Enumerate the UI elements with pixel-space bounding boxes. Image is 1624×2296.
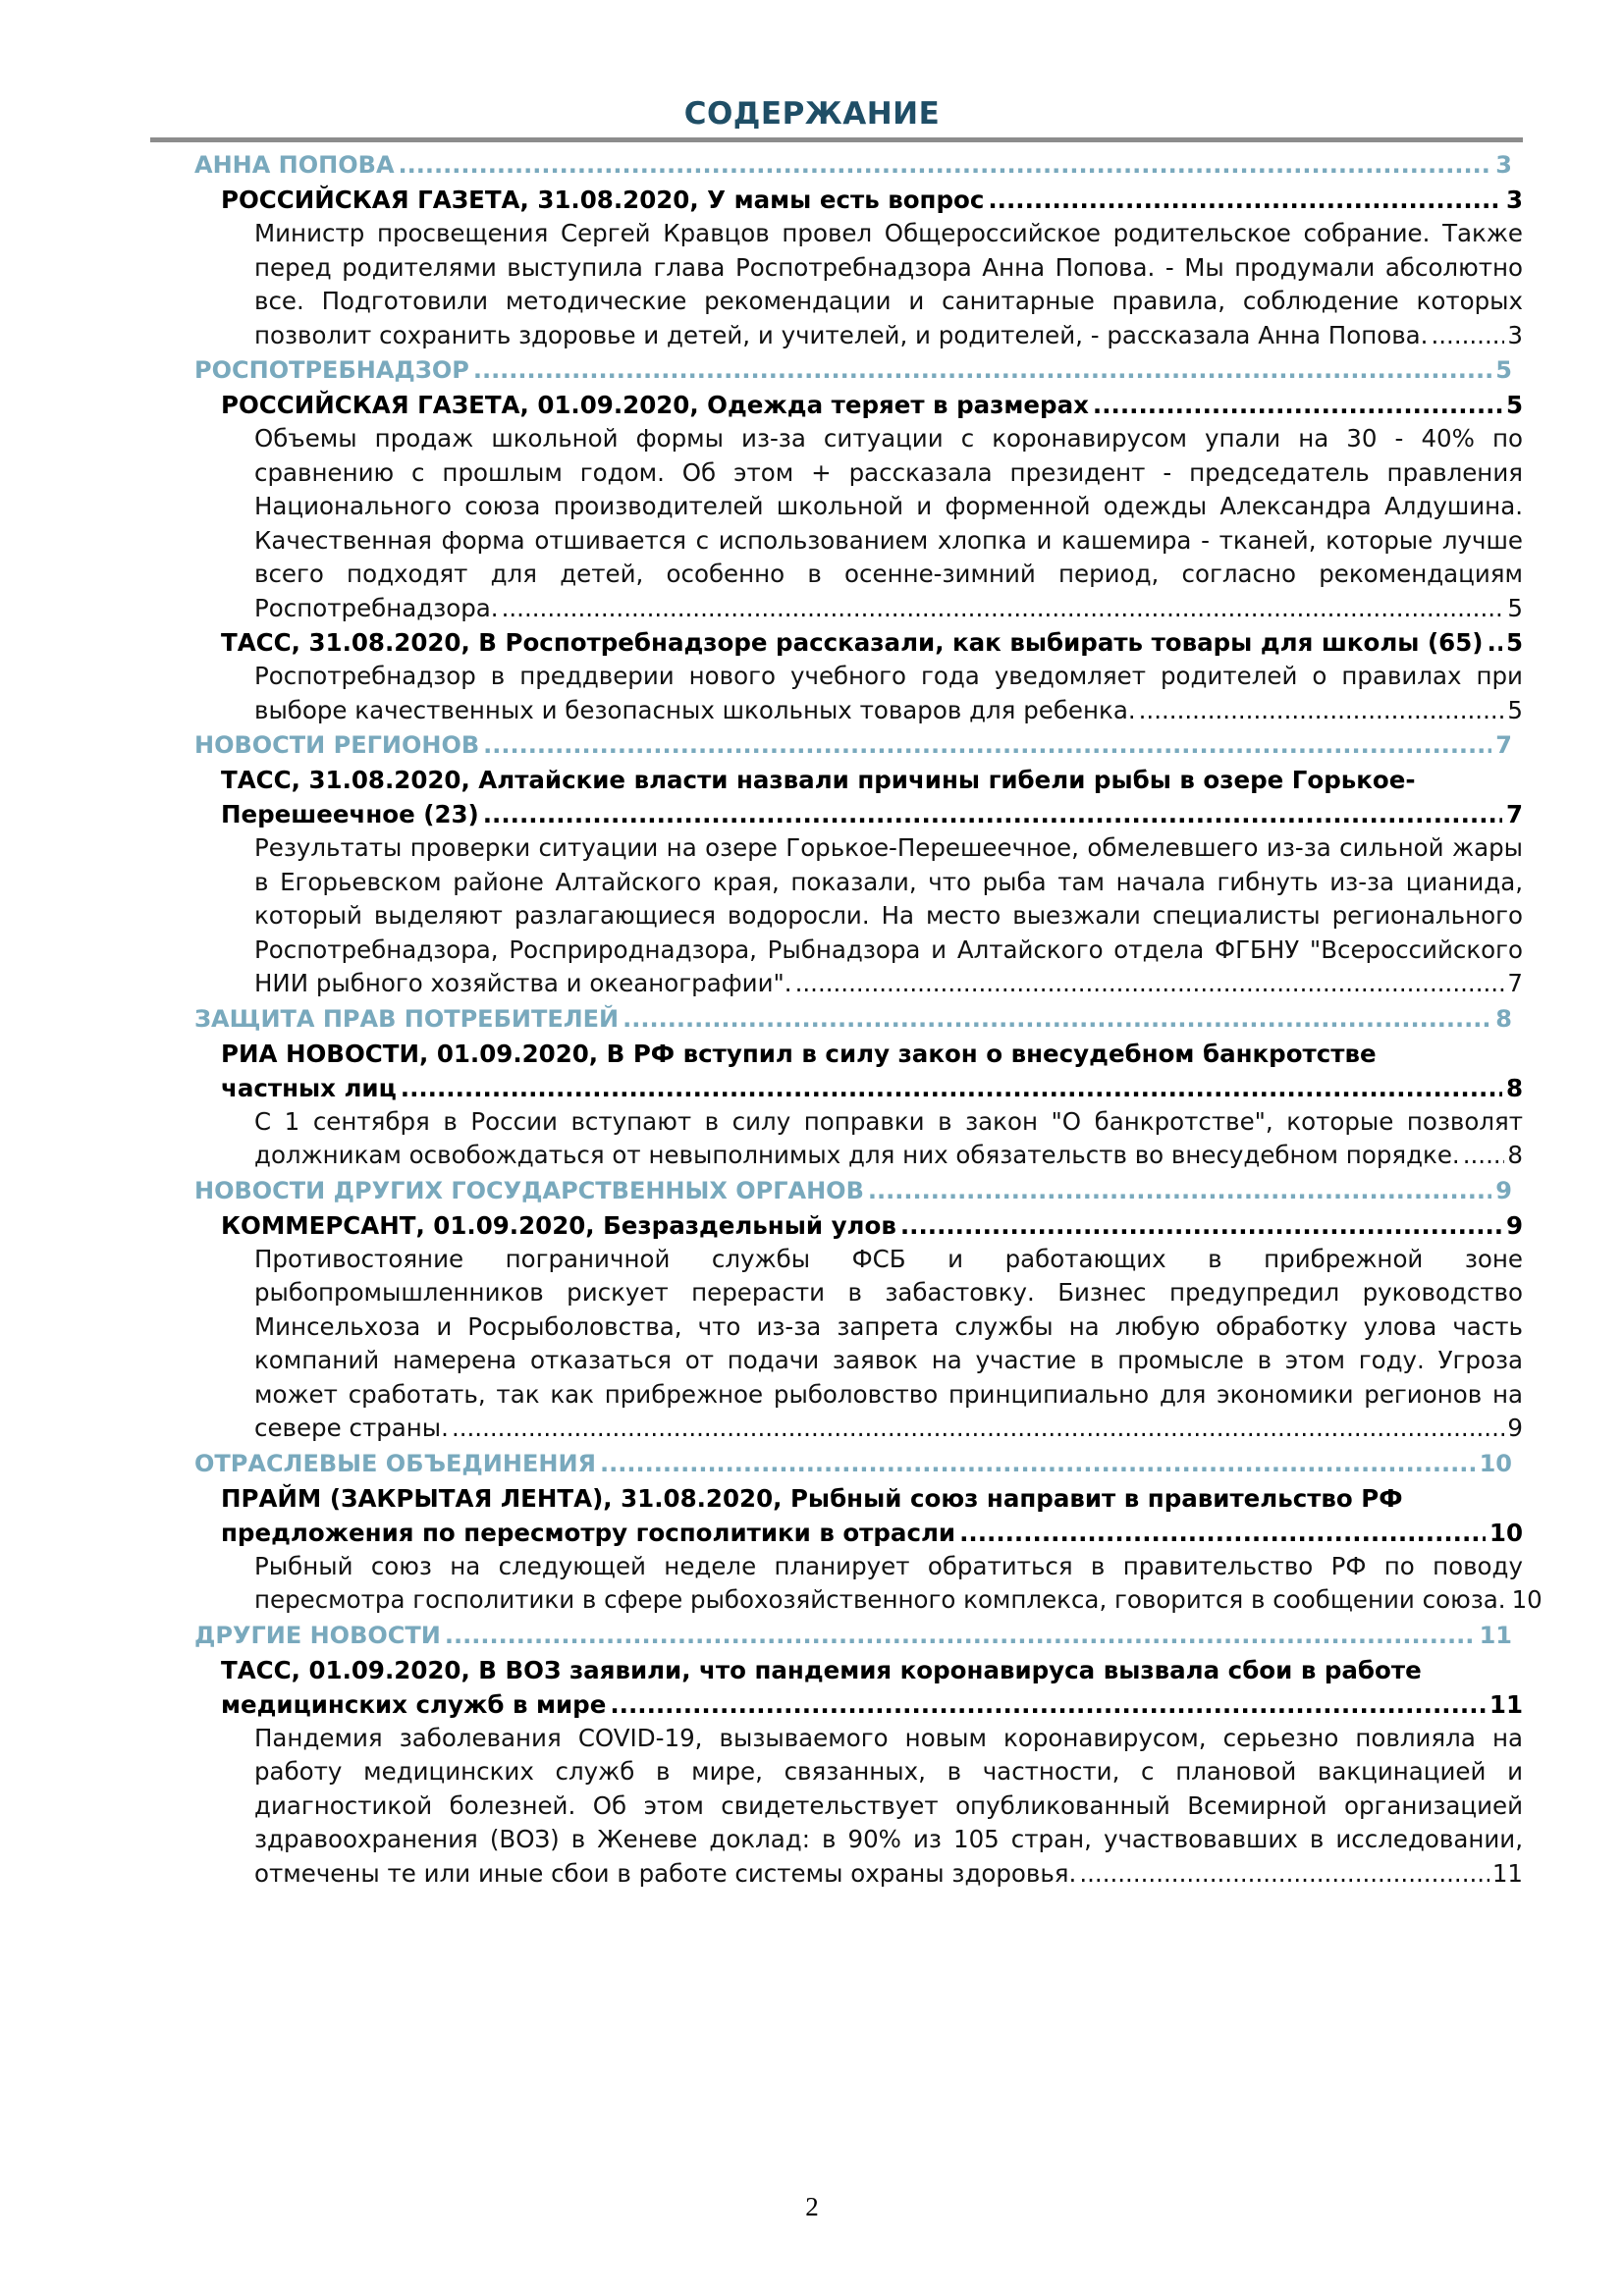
toc-article-entry[interactable]	[221, 1208, 1523, 1243]
dot-leader	[502, 592, 1505, 626]
summary-line: сравнению с прошлым годом. Об этом + рассказала президент - председатель правления	[254, 457, 1523, 487]
summary-line: Качественная форма отшивается с использованием хлопка и кашемира - тканей, которые лучше	[254, 525, 1523, 555]
dot-leader	[623, 1001, 1491, 1037]
article-page: 9	[1505, 1210, 1523, 1240]
section-page: 8	[1495, 1004, 1512, 1033]
summary-line: севере страны.	[254, 1414, 449, 1442]
article-summary	[254, 831, 1523, 1001]
section-page: 9	[1495, 1176, 1512, 1204]
dot-leader	[600, 1446, 1476, 1481]
dot-leader	[988, 183, 1502, 217]
article-title-line: КОММЕРСАНТ, 01.09.2020, Безраздельный улов	[221, 1210, 896, 1240]
summary-line: компаний намерена отказаться от подачи заявок на участие в промысле в этом году. Угроза	[254, 1346, 1523, 1374]
toc-section-entry[interactable]	[194, 727, 1512, 763]
section-label: ЗАЩИТА ПРАВ ПОТРЕБИТЕЛЕЙ	[194, 1004, 620, 1033]
summary-line: может сработать, так как прибрежное рыболовство принципиально для экономики регионов на	[254, 1379, 1523, 1409]
summary-line: позволит сохранить здоровье и детей, и учителей, и родителей, - рассказала Анна Попова.	[254, 320, 1429, 349]
summary-line: Минсельхоза и Росрыболовства, что из-за запрета службы на любую обработку улова часть	[254, 1311, 1523, 1341]
table-of-contents	[0, 147, 1624, 1891]
summary-line: Роспотребнадзора.	[254, 593, 499, 622]
summary-page: 10	[1511, 1585, 1543, 1614]
article-title-row	[221, 1071, 1523, 1105]
dot-leader	[399, 147, 1492, 183]
article-title-line: медицинских служб в мире	[221, 1689, 607, 1719]
article-summary	[254, 217, 1523, 352]
article-page: 8	[1505, 1073, 1523, 1102]
summary-line: выборе качественных и безопасных школьных товаров для ребенка.	[254, 695, 1136, 724]
toc-section-entry[interactable]	[194, 1446, 1512, 1481]
summary-line: Объемы продаж школьной формы из-за ситуации с коронавирусом упали на 30 - 40% по	[254, 424, 1523, 453]
summary-page: 8	[1507, 1141, 1523, 1169]
summary-line: НИИ рыбного хозяйства и океанографии".	[254, 969, 792, 997]
summary-line: Министр просвещения Сергей Кравцов провел Общероссийское родительское собрание. Также	[254, 219, 1523, 247]
summary-line: Противостояние пограничной службы ФСБ и работающих в прибрежной зоне	[254, 1244, 1523, 1273]
section-page: 3	[1495, 151, 1512, 179]
section-label: НОВОСТИ ДРУГИХ ГОСУДАРСТВЕННЫХ ОРГАНОВ	[194, 1176, 864, 1204]
summary-line: рыбопромышленников рискует перерасти в забастовку. Бизнес предупредил руководство	[254, 1278, 1523, 1307]
toc-section-entry[interactable]	[194, 352, 1512, 388]
toc-article-entry[interactable]	[221, 625, 1523, 660]
summary-last-row	[254, 967, 1523, 1001]
dot-leader	[1079, 1857, 1489, 1892]
dot-leader	[1463, 1139, 1505, 1173]
toc-section-entry[interactable]	[194, 1001, 1512, 1037]
article-summary	[254, 660, 1523, 727]
summary-line: С 1 сентября в России вступают в силу поправки в закон "О банкротстве", которые позволят	[254, 1106, 1523, 1136]
section-page: 5	[1495, 356, 1512, 384]
section-label: РОСПОТРЕБНАДЗОР	[194, 356, 469, 384]
article-page: 7	[1505, 800, 1523, 828]
toc-section-entry[interactable]	[194, 1618, 1512, 1653]
dot-leader	[868, 1173, 1491, 1208]
toc-article-entry[interactable]	[221, 183, 1523, 217]
article-title-row	[221, 625, 1523, 660]
dot-leader	[473, 352, 1491, 388]
title-rule	[150, 137, 1523, 142]
toc-article-entry[interactable]	[221, 1653, 1523, 1722]
toc-article-entry[interactable]	[221, 1481, 1523, 1550]
toc-article-entry[interactable]	[221, 763, 1523, 831]
summary-line: в Егорьевском районе Алтайского края, показали, что рыба там начала гибнуть из-за цианида,	[254, 867, 1523, 896]
summary-page: 3	[1507, 320, 1523, 349]
article-title-row	[221, 1516, 1523, 1550]
toc-article-entry[interactable]	[221, 388, 1523, 422]
article-title-line: предложения по пересмотру госполитики в отрасли	[221, 1518, 956, 1547]
summary-line: Пандемия заболевания COVID-19, вызываемого новым коронавирусом, серьезно повлияла на	[254, 1723, 1523, 1752]
summary-line: Роспотребнадзор в преддверии нового учебного года уведомляет родителей о правилах при	[254, 662, 1523, 690]
article-summary	[254, 1550, 1543, 1618]
section-label: ОТРАСЛЕВЫЕ ОБЪЕДИНЕНИЯ	[194, 1449, 597, 1477]
article-summary	[254, 1105, 1523, 1173]
dot-leader	[445, 1618, 1476, 1653]
summary-line: Рыбный союз на следующей неделе планирует обратиться в правительство РФ по поводу	[254, 1551, 1523, 1580]
summary-line: диагностикой болезней. Об этом свидетельствует опубликованный Всемирной организацией	[254, 1790, 1523, 1820]
summary-line: должникам освобождаться от невыполнимых для них обязательств во внесудебном порядке.	[254, 1141, 1460, 1169]
summary-last-row	[254, 1857, 1523, 1892]
article-title-line: РОССИЙСКАЯ ГАЗЕТА, 01.09.2020, Одежда теряет в размерах	[221, 391, 1089, 419]
summary-line: всего подходят для детей, особенно в осенне-зимний период, согласно рекомендациям	[254, 560, 1523, 588]
article-page: 11	[1489, 1689, 1523, 1719]
article-title-line: частных лиц	[221, 1073, 397, 1102]
article-title-line: Перешеечное (23)	[221, 800, 479, 828]
toc-section-entry[interactable]	[194, 147, 1512, 183]
page-number: 2	[805, 2192, 819, 2221]
summary-page: 5	[1507, 593, 1523, 622]
article-title-row	[221, 1208, 1523, 1243]
article-title-line: ТАСС, 31.08.2020, Алтайские власти назвали причины гибели рыбы в озере Горькое-	[221, 766, 1416, 794]
summary-last-row	[254, 592, 1523, 626]
article-summary	[254, 1722, 1523, 1892]
summary-last-row	[254, 1139, 1523, 1173]
section-label: НОВОСТИ РЕГИОНОВ	[194, 731, 480, 759]
article-page: 10	[1489, 1518, 1523, 1547]
section-page: 11	[1479, 1621, 1512, 1649]
article-page: 5	[1505, 391, 1523, 419]
dot-leader	[452, 1412, 1504, 1446]
article-page: 5	[1505, 628, 1523, 657]
dot-leader	[900, 1208, 1502, 1243]
article-summary	[254, 1243, 1523, 1446]
summary-last-row	[254, 1583, 1543, 1618]
toc-section-entry[interactable]	[194, 1173, 1512, 1208]
article-page: 3	[1505, 186, 1523, 214]
summary-line: пересмотра госполитики в сфере рыбохозяйственного комплекса, говорится в сообщении союза.	[254, 1585, 1506, 1614]
article-title-line: ТАСС, 01.09.2020, В ВОЗ заявили, что пандемия коронавируса вызвала сбои в работе	[221, 1655, 1422, 1684]
dot-leader	[1487, 625, 1501, 660]
article-title-line: ТАСС, 31.08.2020, В Роспотребнадзоре рассказали, как выбирать товары для школы (65)	[221, 628, 1484, 657]
dot-leader	[959, 1516, 1486, 1550]
toc-article-entry[interactable]	[221, 1037, 1523, 1105]
article-title-row	[221, 1687, 1523, 1722]
article-title-line: РОССИЙСКАЯ ГАЗЕТА, 31.08.2020, У мамы есть вопрос	[221, 186, 985, 214]
dot-leader	[483, 797, 1502, 831]
summary-line: отмечены те или иные сбои в работе системы охраны здоровья.	[254, 1858, 1077, 1888]
article-summary	[254, 422, 1523, 625]
toc-title: СОДЕРЖАНИЕ	[683, 96, 941, 132]
section-page: 10	[1479, 1449, 1512, 1477]
article-title-row	[221, 388, 1523, 422]
summary-line: перед родителями выступила глава Роспотребнадзора Анна Попова. - Мы продумали абсолютно	[254, 252, 1523, 282]
dot-leader	[401, 1071, 1502, 1105]
article-title-row	[221, 797, 1523, 831]
summary-page: 5	[1507, 695, 1523, 724]
dot-leader	[483, 727, 1491, 763]
section-label: АННА ПОПОВА	[194, 151, 395, 179]
summary-line: Результаты проверки ситуации на озере Горькое-Перешеечное, обмелевшего из-за сильной жары	[254, 833, 1523, 862]
summary-line: Национального союза производителей школьной и форменной одежды Александра Алдушина.	[254, 492, 1523, 520]
dot-leader	[795, 967, 1505, 1001]
summary-line: работу медицинских служб в мире, связанных, в частности, с плановой вакцинацией и	[254, 1757, 1523, 1786]
dot-leader	[610, 1687, 1486, 1722]
section-label: ДРУГИЕ НОВОСТИ	[194, 1621, 441, 1649]
summary-line: который выделяют разлагающиеся водоросли. На место выезжали специалисты регионального	[254, 901, 1523, 930]
summary-line: все. Подготовили методические рекомендации и санитарные правила, соблюдение которых	[254, 287, 1523, 315]
summary-last-row	[254, 694, 1523, 728]
dot-leader	[1139, 694, 1505, 728]
summary-page: 7	[1507, 969, 1523, 997]
summary-line: Роспотребнадзора, Росприроднадзора, Рыбнадзора и Алтайского отдела ФГБНУ "Всероссийского	[254, 934, 1523, 964]
section-page: 7	[1495, 731, 1512, 759]
summary-last-row	[254, 319, 1523, 353]
summary-page: 11	[1491, 1858, 1523, 1888]
summary-line: здравоохранения (ВОЗ) в Женеве доклад: в 90% из 105 стран, участвовавших в исследовании,	[254, 1825, 1523, 1853]
summary-page: 9	[1507, 1414, 1523, 1442]
article-title-line: ПРАЙМ (ЗАКРЫТАЯ ЛЕНТА), 31.08.2020, Рыбный союз направит в правительство РФ	[221, 1483, 1403, 1513]
article-title-line: РИА НОВОСТИ, 01.09.2020, В РФ вступил в силу закон о внесудебном банкротстве	[221, 1039, 1377, 1068]
article-title-row	[221, 183, 1523, 217]
dot-leader	[1431, 319, 1504, 353]
dot-leader	[1093, 388, 1502, 422]
summary-last-row	[254, 1412, 1523, 1446]
